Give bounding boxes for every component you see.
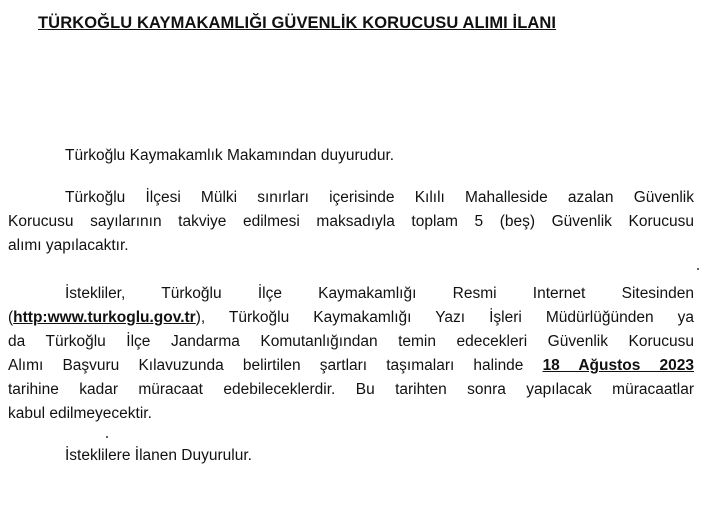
closing-paragraph (8, 444, 694, 468)
quota-paragraph (8, 186, 694, 258)
scan-speck (106, 436, 108, 438)
quota-line-3: alımı yapılacaktır. (8, 237, 129, 254)
application-paragraph (8, 282, 694, 426)
application-line-4-text: Alımı Başvuru Kılavuzunda belirtilen şartları taşımaları halinde (8, 357, 543, 374)
deadline-date: 18 Ağustos 2023 (542, 357, 694, 374)
quota-line-2: Korucusu sayılarının takviye edilmesi maksadıyla toplam 5 (beş) Güvenlik Korucusu (8, 213, 694, 230)
intro-text: Türkoğlu Kaymakamlık Makamından duyurudur. (65, 147, 395, 164)
closing-text: İsteklilere İlanen Duyurulur. (65, 447, 252, 464)
application-line-5: tarihine kadar müracaat edebileceklerdir. Bu tarihten sonra yapılacak müracaatlar (8, 381, 694, 398)
application-line-6: kabul edilmeyecektir. (8, 405, 152, 422)
paren-open: ( (8, 309, 14, 326)
document-title: TÜRKOĞLU KAYMAKAMLIĞI GÜVENLİK KORUCUSU ALIMI İLANI (38, 14, 557, 32)
application-line-4 (8, 354, 694, 378)
scan-speck (697, 268, 699, 270)
quota-line-1: Türkoğlu İlçesi Mülki sınırları içerisinde Kılılı Mahalleside azalan Güvenlik (65, 189, 694, 206)
intro-paragraph (8, 144, 694, 168)
application-line-2 (8, 306, 694, 330)
application-line-1: İstekliler, Türkoğlu İlçe Kaymakamlığı Resmi Internet Sitesinden (65, 285, 694, 302)
application-line-2-rest: ), Türkoğlu Kaymakamlığı Yazı İşleri Müdürlüğünden ya (195, 309, 694, 326)
application-line-3: da Türkoğlu İlçe Jandarma Komutanlığından temin edecekleri Güvenlik Korucusu (8, 333, 694, 350)
website-link[interactable]: http:www.turkoglu.gov.tr (13, 309, 196, 326)
